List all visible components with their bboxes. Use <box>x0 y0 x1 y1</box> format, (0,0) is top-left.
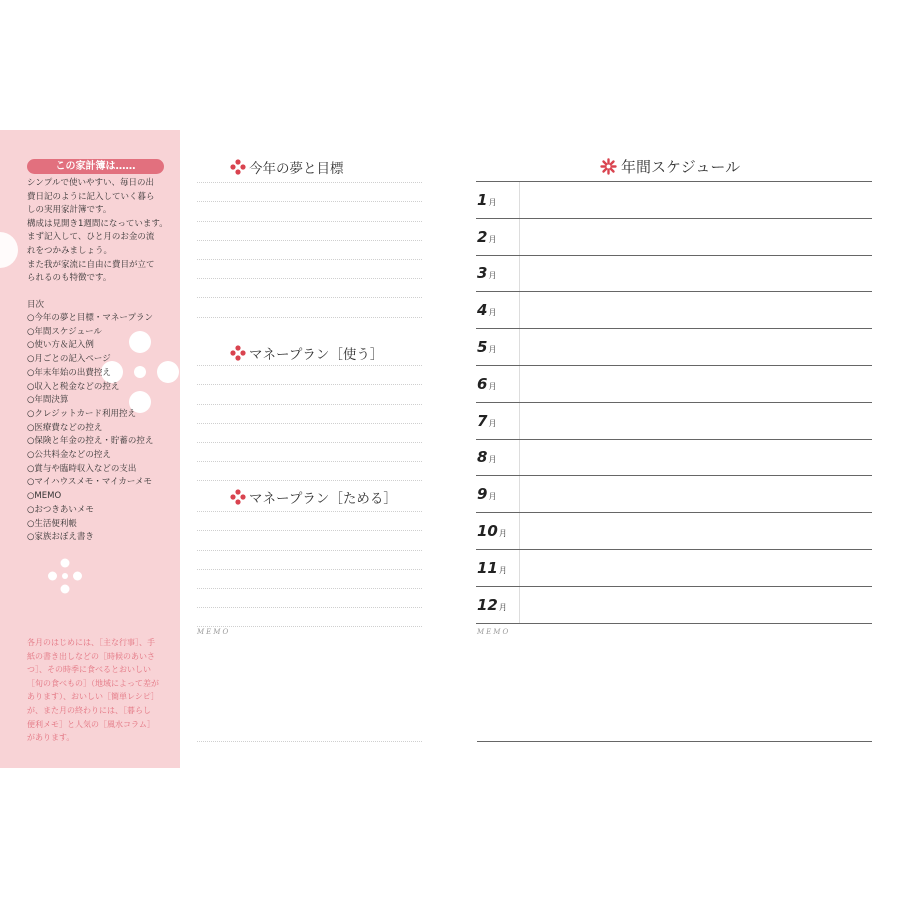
month-unit: 月 <box>488 271 497 281</box>
month-entry-area[interactable] <box>519 403 872 439</box>
goals-lines[interactable] <box>197 164 422 318</box>
ruled-line[interactable] <box>197 570 422 589</box>
month-label <box>476 550 520 586</box>
month-row <box>476 476 872 513</box>
month-unit: 月 <box>498 602 507 612</box>
toc-title: 目次 <box>27 300 45 310</box>
month-unit: 月 <box>488 455 497 465</box>
month-number: 6 <box>477 374 488 393</box>
ruled-line[interactable] <box>197 608 422 627</box>
month-unit: 月 <box>488 308 497 318</box>
toc-item: ○ 保険と年金の控え・貯蓄の控え <box>27 435 153 449</box>
intro-line: れをつかみましょう。 <box>27 245 113 256</box>
toc-item: ○ 月ごとの記入ページ <box>27 353 153 367</box>
month-unit: 月 <box>488 234 497 244</box>
month-number: 9 <box>477 485 488 504</box>
note-line: 便利メモ］と人気の［風水コラム］ <box>27 719 155 729</box>
month-entry-area[interactable] <box>519 513 872 549</box>
month-entry-area[interactable] <box>519 440 872 476</box>
intro-badge: この家計簿は…… <box>27 159 164 174</box>
month-label <box>476 587 520 623</box>
note-line: 各月のはじめには、［主な行事］、手 <box>27 638 155 647</box>
toc-item: ○ 年間決算 <box>27 394 153 408</box>
toc-item: ○ 年末年始の出費控え <box>27 367 153 381</box>
ruled-line[interactable] <box>197 347 422 366</box>
month-row <box>476 550 872 587</box>
intro-sidebar <box>0 130 180 768</box>
ruled-line[interactable] <box>197 512 422 531</box>
month-unit: 月 <box>488 418 497 428</box>
intro-line: 構成は見開き1週間になっています。 <box>27 218 168 229</box>
month-number: 10 <box>477 522 498 541</box>
month-unit: 月 <box>488 197 497 207</box>
month-label <box>476 366 520 402</box>
toc-item: ○ 使い方＆記入例 <box>27 339 153 353</box>
section-title-text: 今年の夢と目標 <box>249 161 344 177</box>
month-row <box>476 256 872 293</box>
month-label <box>476 219 520 255</box>
intro-text <box>27 177 173 286</box>
toc-item: ○ 医療費などの控え <box>27 422 153 436</box>
ruled-line[interactable] <box>197 589 422 608</box>
month-label <box>476 476 520 512</box>
ruled-line[interactable] <box>197 298 422 317</box>
toc-item: ○ MEMO <box>27 490 153 504</box>
annual-schedule-table <box>476 181 872 624</box>
ruled-line[interactable] <box>197 493 422 512</box>
month-entry-area[interactable] <box>519 292 872 328</box>
month-row <box>476 440 872 477</box>
toc-item: ○ 公共料金などの控え <box>27 449 153 463</box>
intro-line: 費日記のように記入していく暮ら <box>27 191 155 202</box>
note-line: あります）、おいしい［簡単レシピ］ <box>27 692 159 702</box>
month-row <box>476 587 872 624</box>
ruled-line[interactable] <box>197 551 422 570</box>
toc-item: ○ 年間スケジュール <box>27 326 153 340</box>
month-row <box>476 182 872 219</box>
month-label <box>476 329 520 365</box>
ruled-line[interactable] <box>197 366 422 385</box>
intro-line: まず記入して、ひと月のお金の流 <box>27 232 155 243</box>
month-label <box>476 182 520 218</box>
toc-item: ○ 家族おぼえ書き <box>27 531 153 545</box>
month-label <box>476 256 520 292</box>
ruled-line[interactable] <box>197 424 422 443</box>
month-entry-area[interactable] <box>519 587 872 623</box>
ruled-line[interactable] <box>197 260 422 279</box>
flower-decoration-icon <box>48 558 82 594</box>
month-row <box>476 403 872 440</box>
month-entry-area[interactable] <box>519 476 872 512</box>
ruled-line[interactable] <box>197 443 422 462</box>
month-unit: 月 <box>488 381 497 391</box>
section-title-text: マネープラン［ためる］ <box>249 491 397 507</box>
month-label <box>476 403 520 439</box>
spend-lines[interactable] <box>197 347 422 481</box>
note-line: が、また月の終わりには、［暮らし <box>27 705 151 715</box>
memo-line[interactable] <box>197 741 422 742</box>
month-number: 3 <box>477 264 488 283</box>
month-unit: 月 <box>488 492 497 502</box>
note-line: があります。 <box>27 733 75 743</box>
month-entry-area[interactable] <box>519 182 872 218</box>
schedule-title-text: 年間スケジュール <box>621 158 741 176</box>
memo-label: MEMO <box>197 628 231 636</box>
month-row <box>476 329 872 366</box>
month-number: 2 <box>477 227 488 246</box>
month-row <box>476 366 872 403</box>
month-entry-area[interactable] <box>519 550 872 586</box>
month-label <box>476 440 520 476</box>
toc-item: ○ 収入と税金などの控え <box>27 381 153 395</box>
section-title-text: マネープラン［使う］ <box>249 347 384 363</box>
ruled-line[interactable] <box>197 462 422 481</box>
ruled-line[interactable] <box>197 183 422 202</box>
save-lines[interactable] <box>197 493 422 627</box>
month-row <box>476 219 872 256</box>
month-number: 11 <box>477 558 498 577</box>
toc-item: ○ 生活便利帳 <box>27 518 153 532</box>
month-entry-area[interactable] <box>519 366 872 402</box>
intro-line: また我が家流に自由に費目が立て <box>27 259 155 270</box>
month-number: 12 <box>477 595 498 614</box>
note-line: つ］、その時季に食べるとおいしい <box>27 665 151 675</box>
asterisk-flower-icon <box>600 158 617 175</box>
month-row <box>476 513 872 550</box>
ruled-line[interactable] <box>197 202 422 221</box>
memo-line[interactable] <box>477 741 872 742</box>
intro-line: シンプルで使いやすい、毎日の出 <box>27 178 154 188</box>
toc-item: ○ マイハウスメモ・マイカーメモ <box>27 476 153 490</box>
schedule-title <box>600 156 740 177</box>
month-number: 4 <box>477 301 488 320</box>
toc-item: ○ おつきあいメモ <box>27 504 153 518</box>
note-line: ［旬の食べもの］（地域によって差が <box>27 678 159 688</box>
ruled-line[interactable] <box>197 405 422 424</box>
flower-decoration-icon <box>0 225 20 275</box>
bottom-note <box>27 636 167 745</box>
intro-line: しの実用家計簿です。 <box>27 205 112 216</box>
toc-item: ○ 賞与や臨時収入などの支出 <box>27 463 153 477</box>
month-number: 8 <box>477 448 488 467</box>
month-entry-area[interactable] <box>519 219 872 255</box>
month-row <box>476 292 872 329</box>
ruled-line[interactable] <box>197 241 422 260</box>
month-unit: 月 <box>498 529 507 539</box>
month-number: 5 <box>477 338 488 357</box>
month-unit: 月 <box>488 345 497 355</box>
month-number: 1 <box>477 190 488 209</box>
toc-item: ○ クレジットカード利用控え <box>27 408 153 422</box>
month-label <box>476 513 520 549</box>
month-entry-area[interactable] <box>519 256 872 292</box>
month-unit: 月 <box>498 565 507 575</box>
memo-label: MEMO <box>477 628 511 636</box>
month-number: 7 <box>477 411 488 430</box>
ruled-line[interactable] <box>197 385 422 404</box>
ruled-line[interactable] <box>197 164 422 183</box>
ruled-line[interactable] <box>197 279 422 298</box>
ruled-line[interactable] <box>197 531 422 550</box>
toc-list <box>27 312 153 545</box>
month-entry-area[interactable] <box>519 329 872 365</box>
note-line: 紙の書き出しなどの［時候のあいさ <box>27 651 155 661</box>
toc-item: ○ 今年の夢と目標・マネープラン <box>27 312 153 326</box>
intro-line: られるのも特徴です。 <box>27 273 112 284</box>
month-label <box>476 292 520 328</box>
ruled-line[interactable] <box>197 222 422 241</box>
